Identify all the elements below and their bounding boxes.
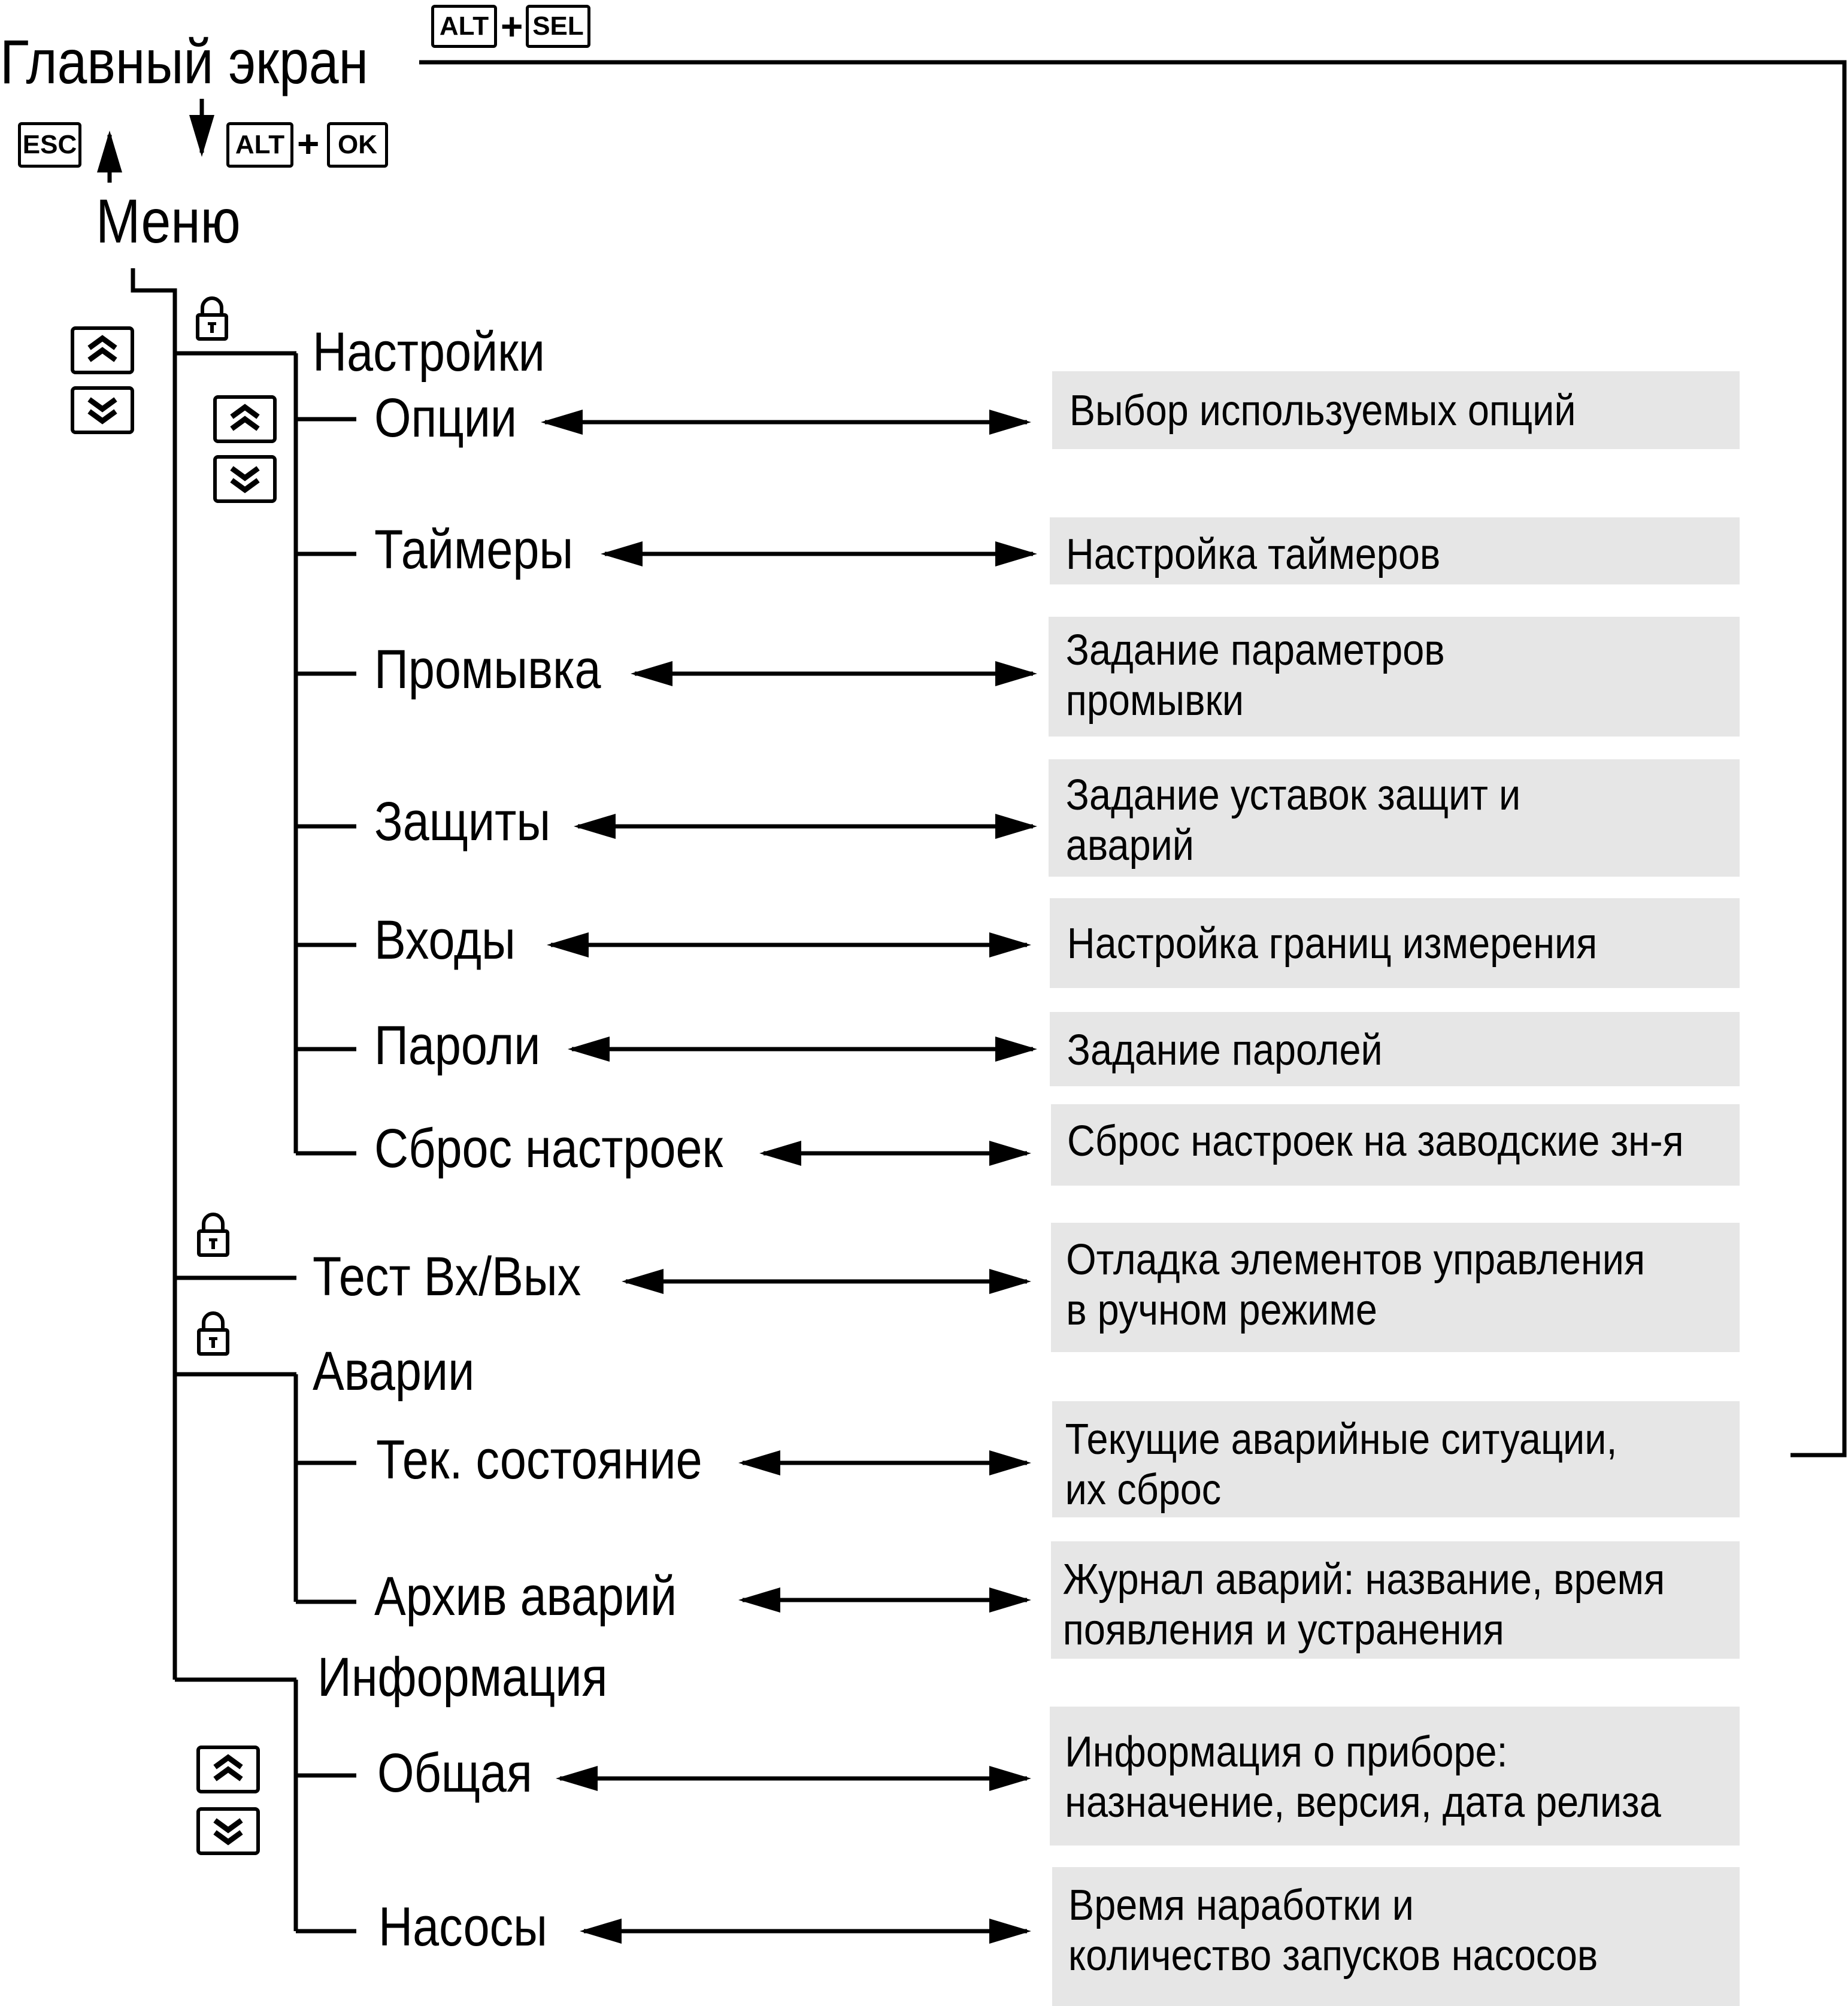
double-chevron-up-icon — [196, 1746, 260, 1793]
desc-pumps — [1052, 1867, 1740, 2006]
desc-line: Сброс настроек на заводские зн-я — [1067, 1117, 1684, 1165]
desc-line: Задание паролей — [1067, 1026, 1383, 1074]
item-passwords: Пароли — [374, 1015, 541, 1076]
item-alarm-archive: Архив аварий — [374, 1566, 677, 1627]
desc-reset-settings — [1051, 1104, 1740, 1186]
desc-line: Задание уставок защит и — [1065, 771, 1521, 819]
desc-line: их сброс — [1065, 1466, 1222, 1514]
desc-general — [1050, 1707, 1740, 1846]
desc-line: Настройка таймеров — [1066, 531, 1441, 578]
desc-line: Время наработки и — [1068, 1881, 1414, 1929]
sel-key: SEL — [526, 5, 590, 48]
desc-line: Текущие аварийные ситуации, — [1065, 1416, 1617, 1463]
desc-timers — [1050, 517, 1740, 584]
plus-sign: + — [297, 122, 320, 165]
desc-line: количество запусков насосов — [1068, 1932, 1598, 1980]
lock-icon — [195, 1308, 231, 1357]
lock-icon — [195, 1210, 231, 1259]
desc-inputs — [1050, 898, 1740, 988]
desc-alarm-archive — [1051, 1541, 1740, 1659]
plus-sign: + — [501, 5, 523, 48]
item-timers: Таймеры — [374, 519, 574, 580]
double-chevron-up-icon — [71, 326, 134, 374]
esc-key: ESC — [18, 122, 81, 168]
desc-line: назначение, версия, дата релиза — [1065, 1778, 1661, 1826]
desc-line: в ручном режиме — [1066, 1286, 1377, 1334]
double-chevron-down-icon — [213, 455, 277, 503]
category-alarms: Аварии — [313, 1341, 475, 1402]
item-inputs: Входы — [374, 910, 516, 971]
item-protections: Защиты — [374, 791, 551, 852]
item-current-state: Тек. состояние — [376, 1429, 702, 1490]
lock-icon — [194, 293, 230, 343]
item-reset-settings: Сброс настроек — [374, 1118, 723, 1179]
category-info: Информация — [317, 1647, 608, 1708]
desc-flushing — [1049, 617, 1740, 737]
alt-key: ALT — [431, 5, 497, 48]
desc-line: Задание параметров — [1065, 626, 1445, 674]
ok-key: OK — [327, 122, 388, 168]
desc-line: промывки — [1065, 677, 1244, 725]
menu-connector — [133, 268, 175, 1680]
item-options: Опции — [374, 387, 517, 449]
category-settings: Настройки — [313, 322, 545, 383]
double-chevron-up-icon — [213, 395, 277, 443]
double-chevron-down-icon — [196, 1807, 260, 1855]
desc-test — [1051, 1223, 1740, 1352]
desc-line: Журнал аварий: название, время — [1062, 1556, 1665, 1604]
item-flushing: Промывка — [374, 639, 601, 700]
desc-line: Настройка границ измерения — [1067, 920, 1598, 968]
desc-line: Информация о приборе: — [1065, 1728, 1508, 1776]
alt-key: ALT — [226, 122, 293, 168]
category-test: Тест Вх/Вых — [313, 1246, 581, 1307]
desc-line: аварий — [1065, 822, 1195, 869]
desc-protections — [1049, 759, 1740, 877]
item-pumps: Насосы — [378, 1896, 548, 1957]
desc-line: Отладка элементов управления — [1066, 1236, 1646, 1284]
desc-options — [1052, 371, 1740, 449]
menu-title: Меню — [96, 187, 241, 256]
desc-line: появления и устранения — [1062, 1606, 1504, 1654]
desc-current-state — [1052, 1401, 1740, 1517]
double-chevron-down-icon — [71, 386, 134, 434]
item-general: Общая — [377, 1743, 532, 1804]
desc-line: Выбор используемых опций — [1069, 387, 1576, 435]
desc-passwords — [1050, 1012, 1740, 1086]
main-screen-title: Главный экран — [0, 28, 368, 97]
